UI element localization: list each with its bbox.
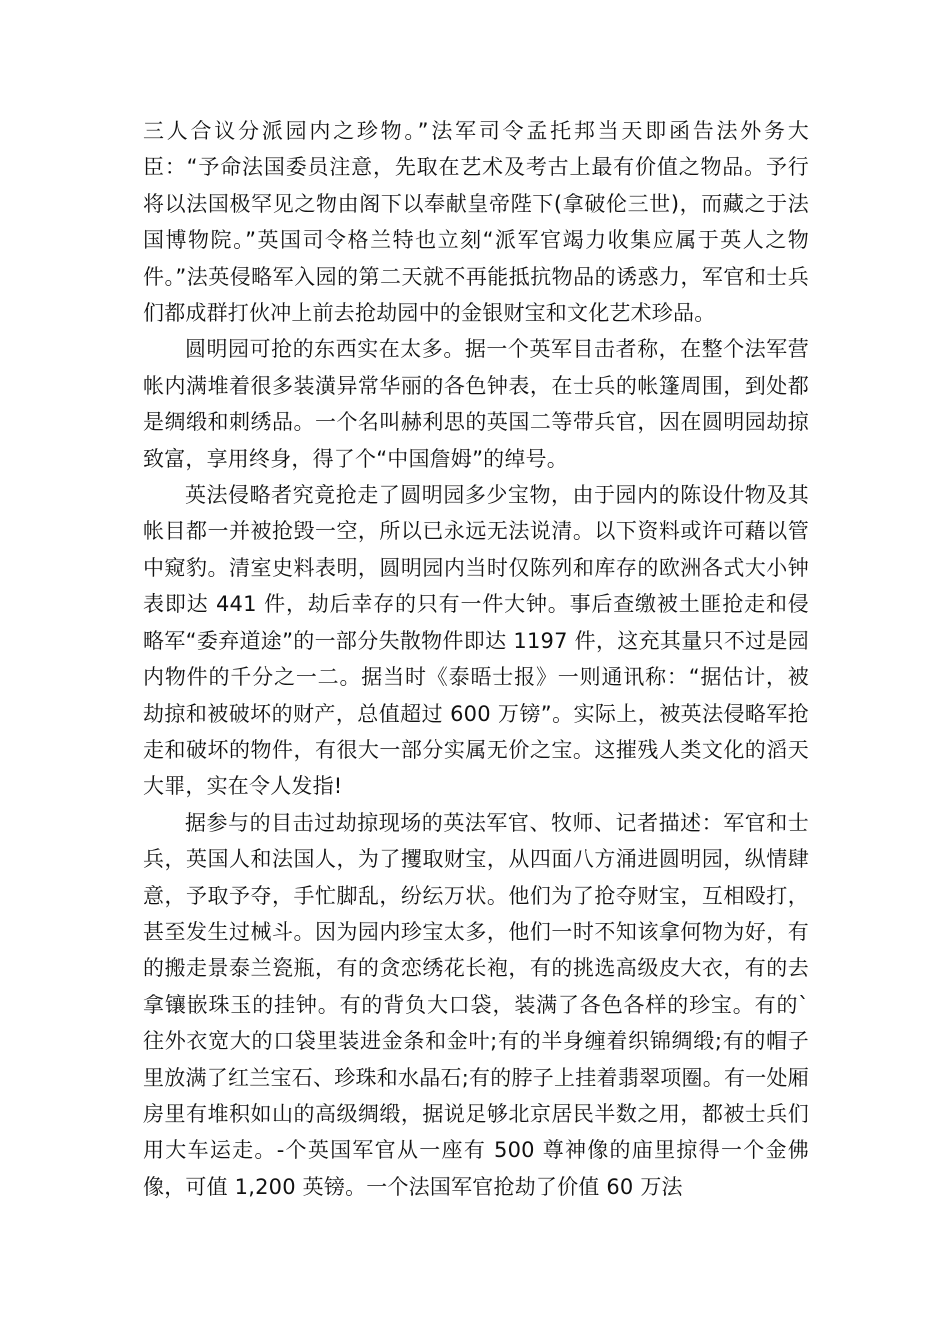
paragraph-2: 圆明园可抢的东西实在太多。据一个英军目击者称，在整个法军营帐内满堆着很多装潢异常华丽的各色钟表，在士兵的帐篷周围，到处都是绸缎和刺绣品。一个名叫赫利思的英国二等带兵官，因在圆明园劫掠致富，享用终身，得了个“中国詹姆”的绰号。 (143, 337, 809, 471)
paragraph-3: 英法侵略者究竟抢走了圆明园多少宝物，由于园内的陈设什物及其帐目都一并被抢毁一空，所以已永远无法说清。以下资料或许可藉以管中窥豹。清室史料表明，圆明园内当时仅陈列和库存的欧洲各式大小钟表即达 441 件，劫后幸存的只有一件大钟。事后查缴被土匪抢走和侵略军“委弃道途”的一部分失散物件即达 1197 件，这充其量只不过是园内物件的千分之一二。据当时《泰晤士报》一则通讯称：“据估计，被劫掠和被破坏的财产，总值超过 600 万镑”。实际上，被英法侵略军抢走和破坏的物件，有很大一部分实属无价之宝。这摧残人类文化的滔天大罪，实在令人发指! (143, 483, 809, 799)
document-page (143, 113, 809, 1205)
paragraph-1: 三人合议分派园内之珍物。”法军司令孟托邦当天即函告法外务大臣：“予命法国委员注意，先取在艺术及考古上最有价值之物品。予行将以法国极罕见之物由阁下以奉献皇帝陛下(拿破伦三世)，而藏之于法国博物院。”英国司令格兰特也立刻“派军官竭力收集应属于英人之物件。”法英侵略军入园的第二天就不再能抵抗物品的诱惑力，军官和士兵们都成群打伙冲上前去抢劫园中的金银财宝和文化艺术珍品。 (143, 119, 809, 326)
paragraph-4: 据参与的目击过劫掠现场的英法军官、牧师、记者描述：军官和士兵，英国人和法国人，为了攫取财宝，从四面八方涌进圆明园，纵情肆意，予取予夺，手忙脚乱，纷纭万状。他们为了抢夺财宝，互相殴打，甚至发生过械斗。因为园内珍宝太多，他们一时不知该拿何物为好，有的搬走景泰兰瓷瓶，有的贪恋绣花长袍，有的挑选高级皮大衣，有的去拿镶嵌珠玉的挂钟。有的背负大口袋，装满了各色各样的珍宝。有的`往外衣宽大的口袋里装进金条和金叶;有的半身缠着织锦绸缎;有的帽子里放满了红兰宝石、珍珠和水晶石;有的脖子上挂着翡翠项圈。有一处厢房里有堆积如山的高级绸缎，据说足够北京居民半数之用，都被士兵们用大车运走。-个英国军官从一座有 500 尊神像的庙里掠得一个金佛像，可值 1,200 英镑。一个法国军官抢劫了价值 60 万法 (143, 810, 809, 1199)
